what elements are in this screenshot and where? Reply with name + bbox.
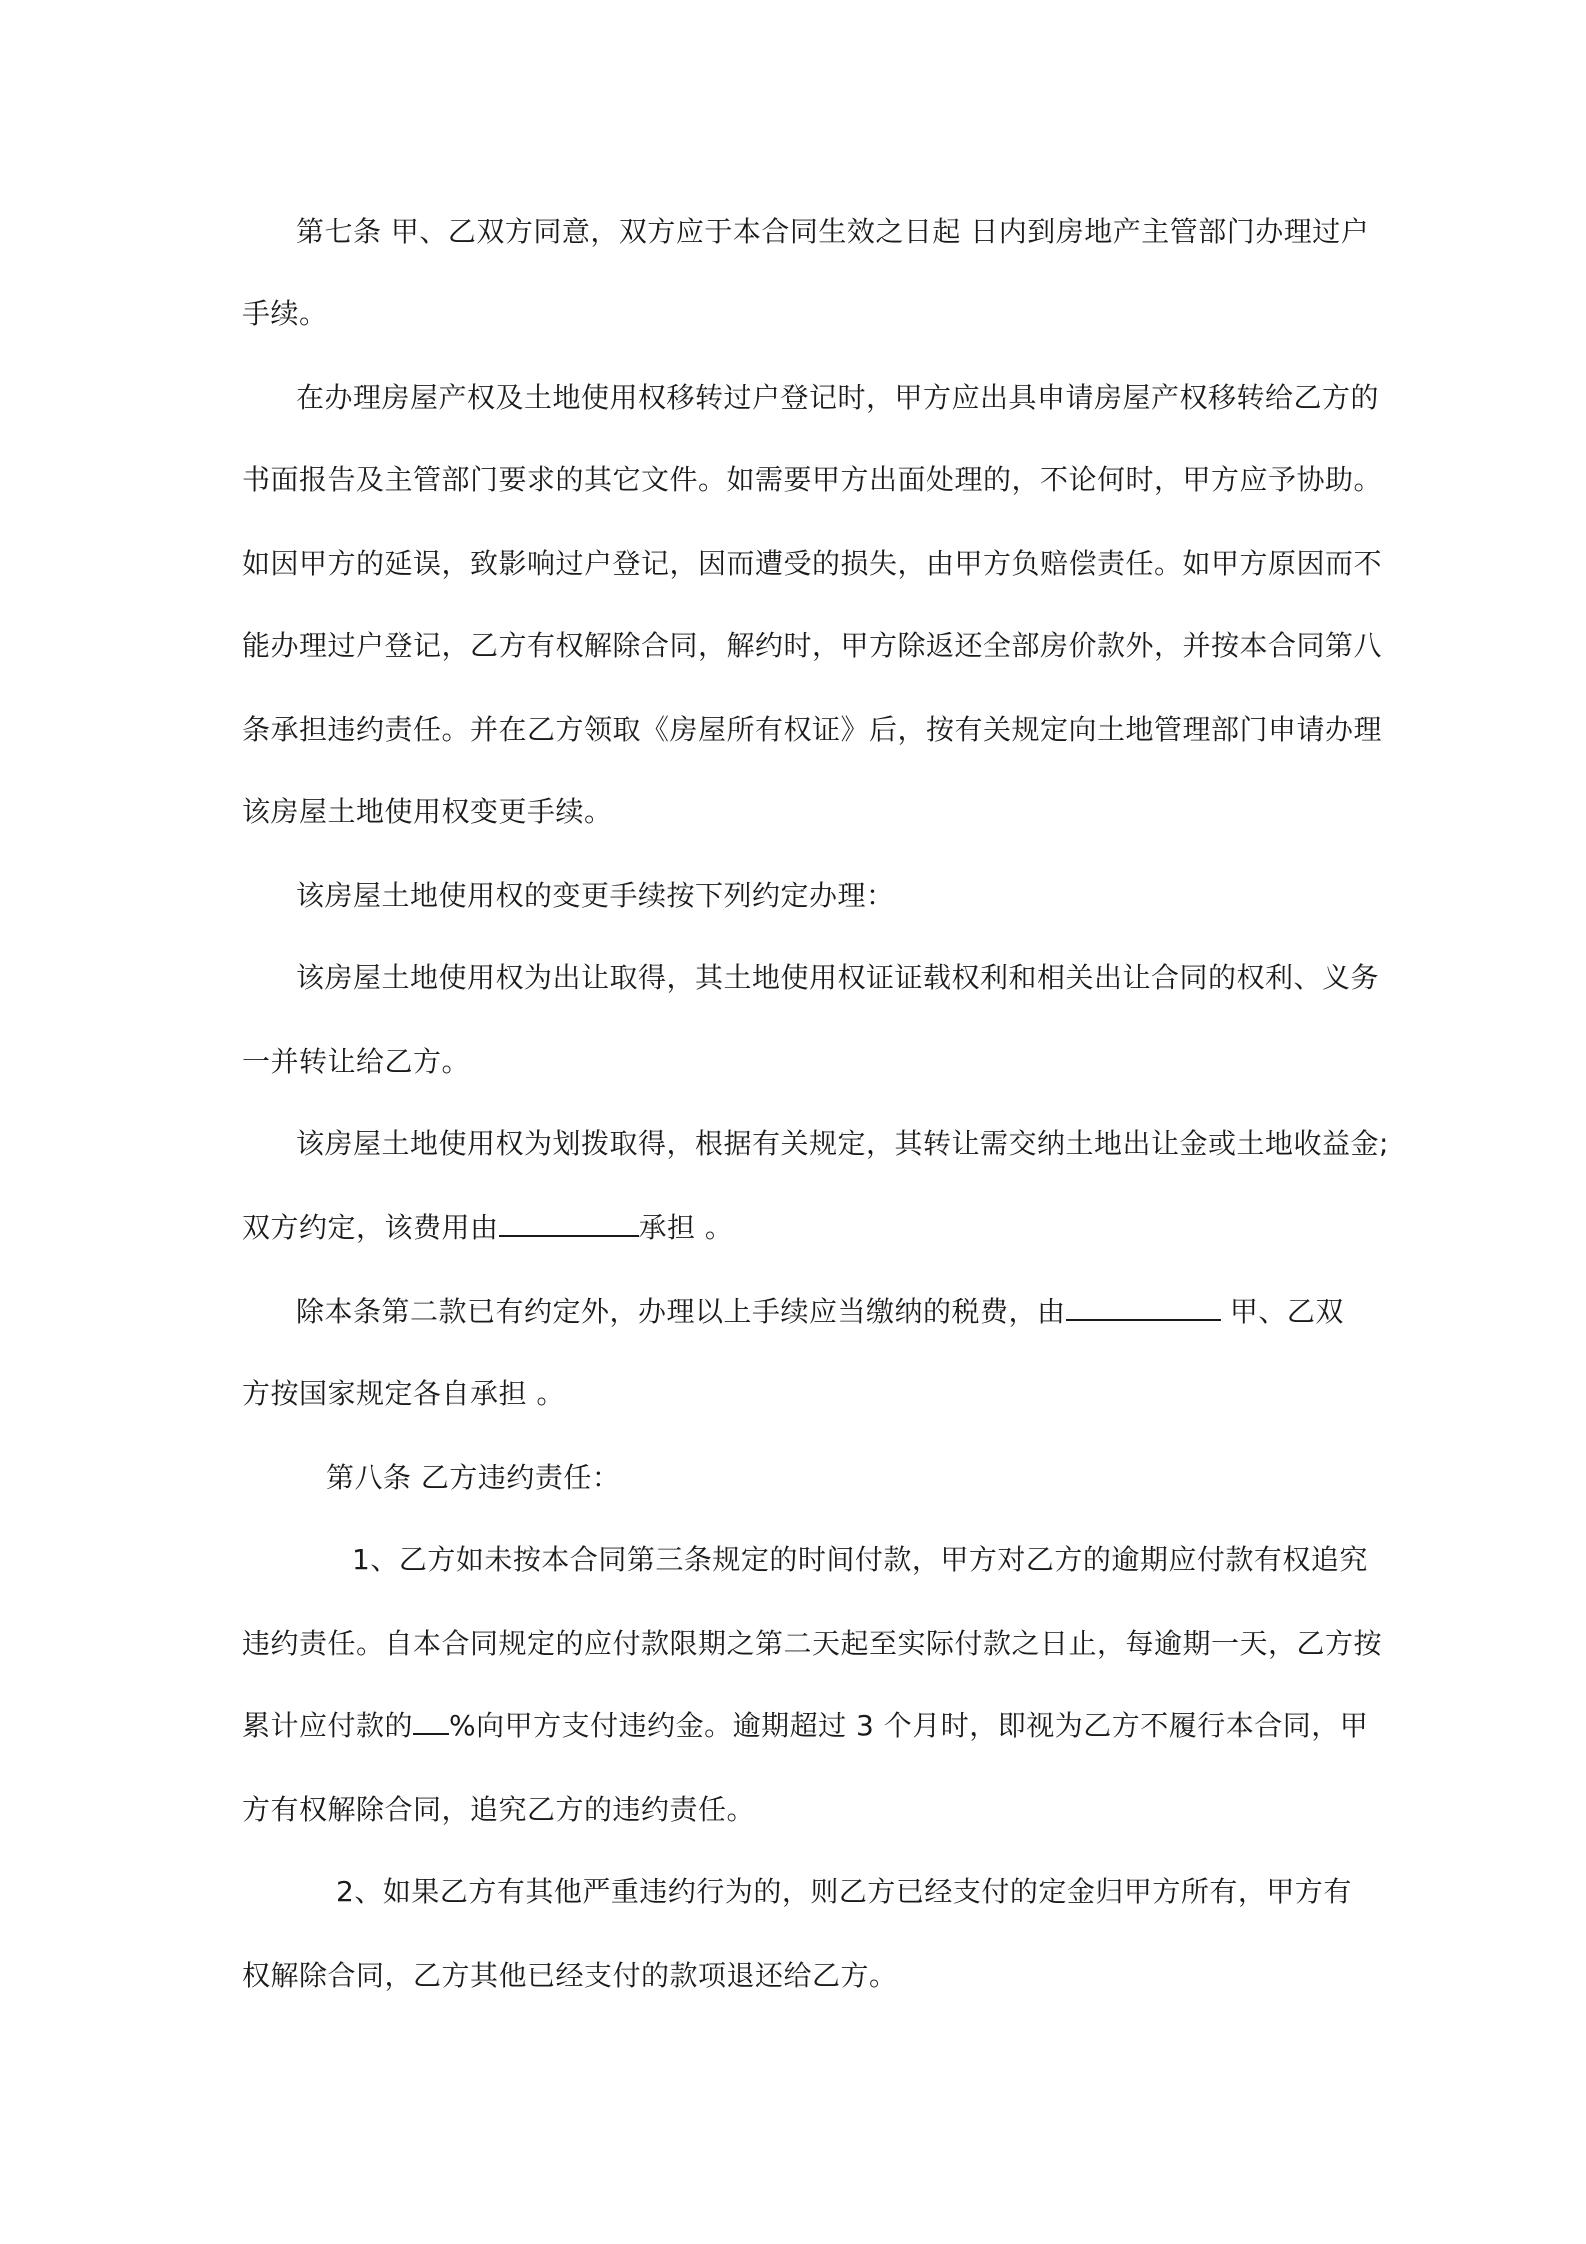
tax-payer-blank [1066,1293,1221,1321]
para6-line-1-text-b: 甲、乙双 [1220,1295,1344,1328]
para5-line-1: 该房屋土地使用权为划拨取得，根据有关规定，其转让需交纳土地出让金或土地收益金; [296,1127,1389,1160]
article-8-title: 第八条 乙方违约责任： [326,1461,621,1494]
para5-line-2 [242,1208,1362,1248]
para2-line-6: 该房屋土地使用权变更手续。 [242,795,613,828]
article-7-line-2: 手续。 [242,297,328,330]
para2-line-1: 在办理房屋产权及土地使用权移转过户登记时，甲方应出具申请房屋产权移转给乙方的 [296,381,1380,414]
para4-line-1: 该房屋土地使用权为出让取得，其土地使用权证证载权利和相关出让合同的权利、义务 [296,961,1380,994]
para2-line-3: 如因甲方的延误，致影响过户登记，因而遭受的损失，由甲方负赔偿责任。如甲方原因而不 [242,547,1383,580]
article-8-item-2-line-1: 2、如果乙方有其他严重违约行为的，则乙方已经支付的定金归甲方所有，甲方有 [336,1875,1352,1908]
para2-line-4: 能办理过户登记，乙方有权解除合同，解约时，甲方除返还全部房价款外，并按本合同第八 [242,629,1383,662]
article-8-item-1-line-4: 方有权解除合同，追究乙方的违约责任。 [242,1793,756,1826]
para4-line-2: 一并转让给乙方。 [242,1045,471,1078]
article-7-line-1: 第七条 甲、乙双方同意，双方应于本合同生效之日起 日内到房地产主管部门办理过户 [296,215,1370,248]
para3-line-1: 该房屋土地使用权的变更手续按下列约定办理： [296,879,895,912]
fee-payer-blank [499,1209,639,1237]
para2-line-5: 条承担违约责任。并在乙方领取《房屋所有权证》后，按有关规定向土地管理部门申请办理 [242,713,1383,746]
para5-line-2-text-a: 双方约定，该费用由 [242,1211,499,1244]
penalty-rate-blank [413,1707,449,1735]
para6-line-1-text-a: 除本条第二款已有约定外，办理以上手续应当缴纳的税费，由 [296,1295,1066,1328]
para5-line-2-text-b: 承担 。 [638,1211,734,1244]
article-8-item-1-line-1: 1、乙方如未按本合同第三条规定的时间付款，甲方对乙方的逾期应付款有权追究 [352,1543,1368,1576]
para6-line-1 [296,1292,1356,1332]
item1-line-3-text-a: 累计应付款的 [242,1709,414,1742]
item1-line-3-text-b: %向甲方支付违约金。逾期超过 3 个月时，即视为乙方不履行本合同，甲 [449,1709,1369,1742]
article-8-item-1-line-2: 违约责任。自本合同规定的应付款限期之第二天起至实际付款之日止，每逾期一天，乙方按 [242,1627,1383,1660]
article-8-item-1-line-3 [242,1706,1369,1746]
para6-line-2: 方按国家规定各自承担 。 [242,1377,565,1410]
para2-line-2: 书面报告及主管部门要求的其它文件。如需要甲方出面处理的，不论何时，甲方应予协助。 [242,463,1383,496]
article-8-item-2-line-2: 权解除合同，乙方其他已经支付的款项退还给乙方。 [242,1959,898,1992]
